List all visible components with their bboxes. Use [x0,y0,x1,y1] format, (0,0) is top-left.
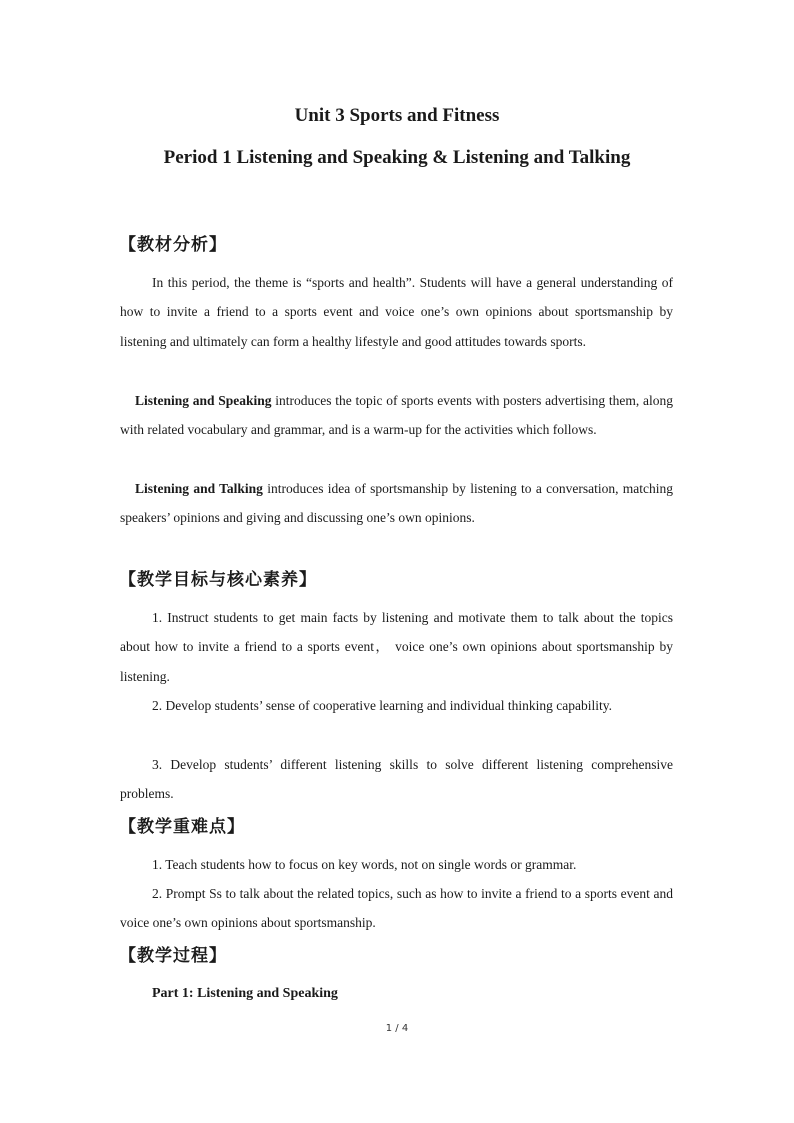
key-point-item: 1. Teach students how to focus on key words, not on single words or grammar. [152,857,577,872]
analysis-paragraph-3-text: introduces idea of sportsmanship by listening to a conversation, matching speakers’ opinions and giving and discussing one’s own opinions. [120,481,674,526]
analysis-paragraph-2-text: introduces the topic of sports events with posters advertising them, along with related vocabulary and grammar, and is a warm-up for the activities which follows. [120,393,673,438]
analysis-heading: 【教材分析】 [119,235,227,255]
analysis-paragraph-3 [120,474,673,533]
analysis-paragraph-1: In this period, the theme is “sports and health”. Students will have a general understanding of how to invite a friend to a sports event and voice one’s own opinions about sportsmanship by listening and ultimately can form a healthy lifestyle and good attitudes towards sports. [120,275,673,349]
objective-item: 3. Develop students’ different listening skills to solve different listening comprehensive problems. [120,757,673,802]
analysis-paragraph-2 [120,386,673,445]
listening-talking-term: Listening and Talking [135,481,263,496]
page-number: 1 / 4 [385,1023,409,1034]
process-heading: 【教学过程】 [119,946,227,966]
document-subtitle: Period 1 Listening and Speaking & Listening and Talking [163,147,631,168]
objectives-heading: 【教学目标与核心素养】 [119,570,317,590]
objective-item: 1. Instruct students to get main facts by listening and motivate them to talk about the topics about how to invite a friend to a sports event， voice one’s own opinions about sportsmanship by listening. [120,610,673,684]
part1-heading: Part 1: Listening and Speaking [152,986,338,1001]
document-title: Unit 3 Sports and Fitness [294,105,500,126]
listening-speaking-term: Listening and Speaking [135,393,272,408]
key-point-item: 2. Prompt Ss to talk about the related topics, such as how to invite a friend to a sports event and voice one’s own opinions about sportsmanship. [120,886,673,931]
objective-item: 2. Develop students’ sense of cooperative learning and individual thinking capability. [152,698,613,713]
key-points-heading: 【教学重难点】 [119,817,245,837]
